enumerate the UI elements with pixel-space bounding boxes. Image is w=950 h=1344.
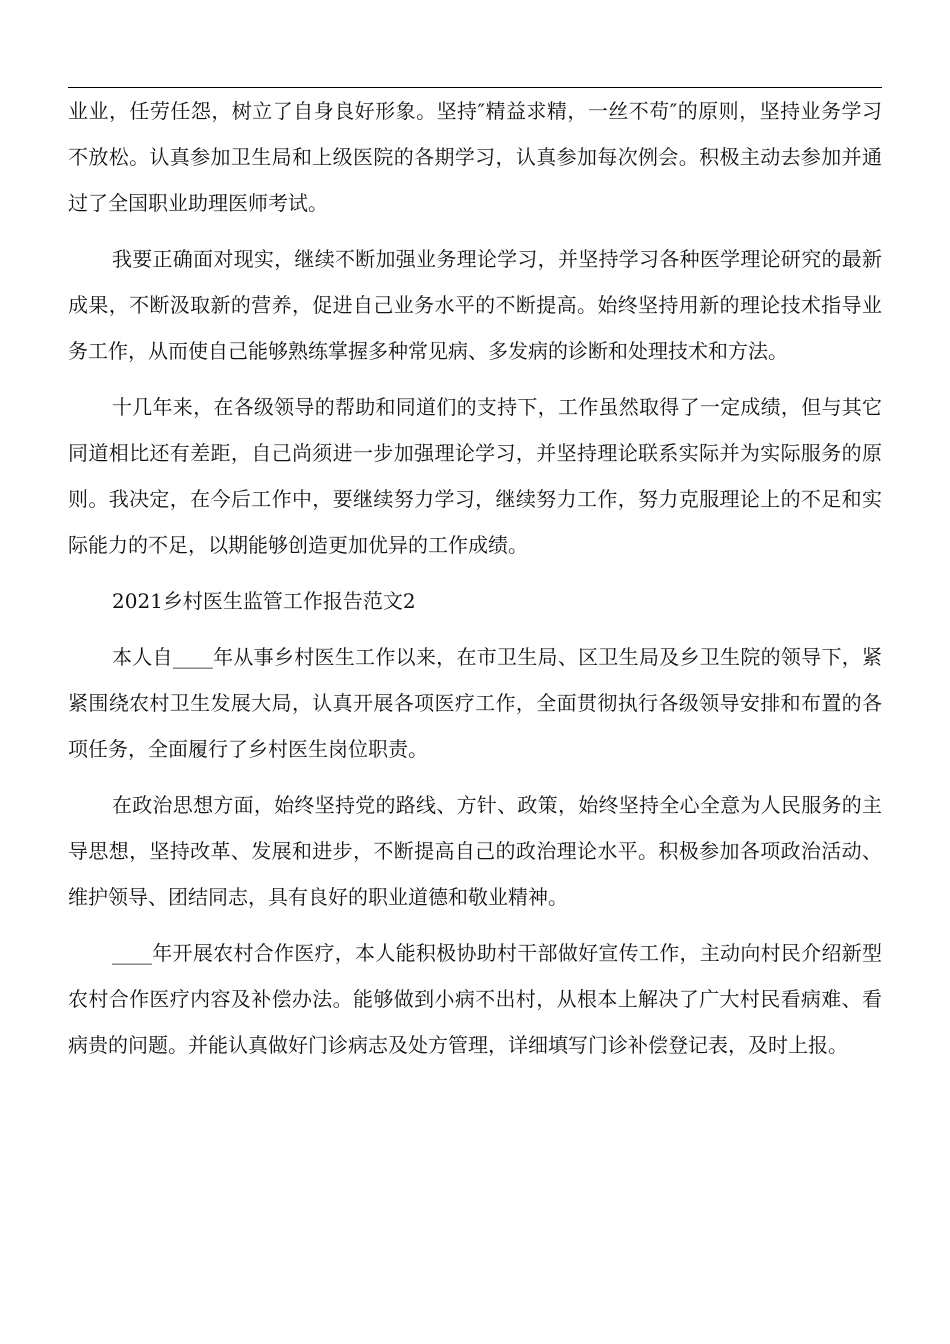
paragraph-politics: 在政治思想方面，始终坚持党的路线、方针、政策，始终坚持全心全意为人民服务的主导思想，坚持改革、发展和进步，不断提高自己的政治理论水平。积极参加各项政治活动、维护领导、团结同志，具有良好的职业道德和敬业精神。	[68, 793, 882, 909]
document-body	[68, 88, 882, 1068]
paragraph-conclusion: 十几年来，在各级领导的帮助和同道们的支持下，工作虽然取得了一定成绩，但与其它同道相比还有差距，自己尚须进一步加强理论学习，并坚持理论联系实际并为实际服务的原则。我决定，在今后工作中，要继续努力学习，继续努力工作，努力克服理论上的不足和实际能力的不足，以期能够创造更加优异的工作成绩。	[68, 395, 882, 557]
paragraph-cooperative-medical: ____年开展农村合作医疗，本人能积极协助村干部做好宣传工作，主动向村民介绍新型农村合作医疗内容及补偿办法。能够做到小病不出村，从根本上解决了广大村民看病难、看病贵的问题。并能认真做好门诊病志及处方管理，详细填写门诊补偿登记表，及时上报。	[68, 941, 882, 1057]
paragraph-continuation: 业业，任劳任怨，树立了自身良好形象。坚持″精益求精，一丝不苟″的原则，坚持业务学习不放松。认真参加卫生局和上级医院的各期学习，认真参加每次例会。积极主动去参加并通过了全国职业助理医师考试。	[68, 99, 882, 215]
paragraph-intro: 本人自____年从事乡村医生工作以来，在市卫生局、区卫生局及乡卫生院的领导下，紧紧围绕农村卫生发展大局，认真开展各项医疗工作，全面贯彻执行各级领导安排和布置的各项任务，全面履行了乡村医生岗位职责。	[68, 645, 882, 761]
paragraph-study: 我要正确面对现实，继续不断加强业务理论学习，并坚持学习各种医学理论研究的最新成果，不断汲取新的营养，促进自己业务水平的不断提高。始终坚持用新的理论技术指导业务工作，从而使自己能够熟练掌握多种常见病、多发病的诊断和处理技术和方法。	[68, 247, 882, 363]
section-heading: 2021乡村医生监管工作报告范文2	[112, 589, 416, 613]
